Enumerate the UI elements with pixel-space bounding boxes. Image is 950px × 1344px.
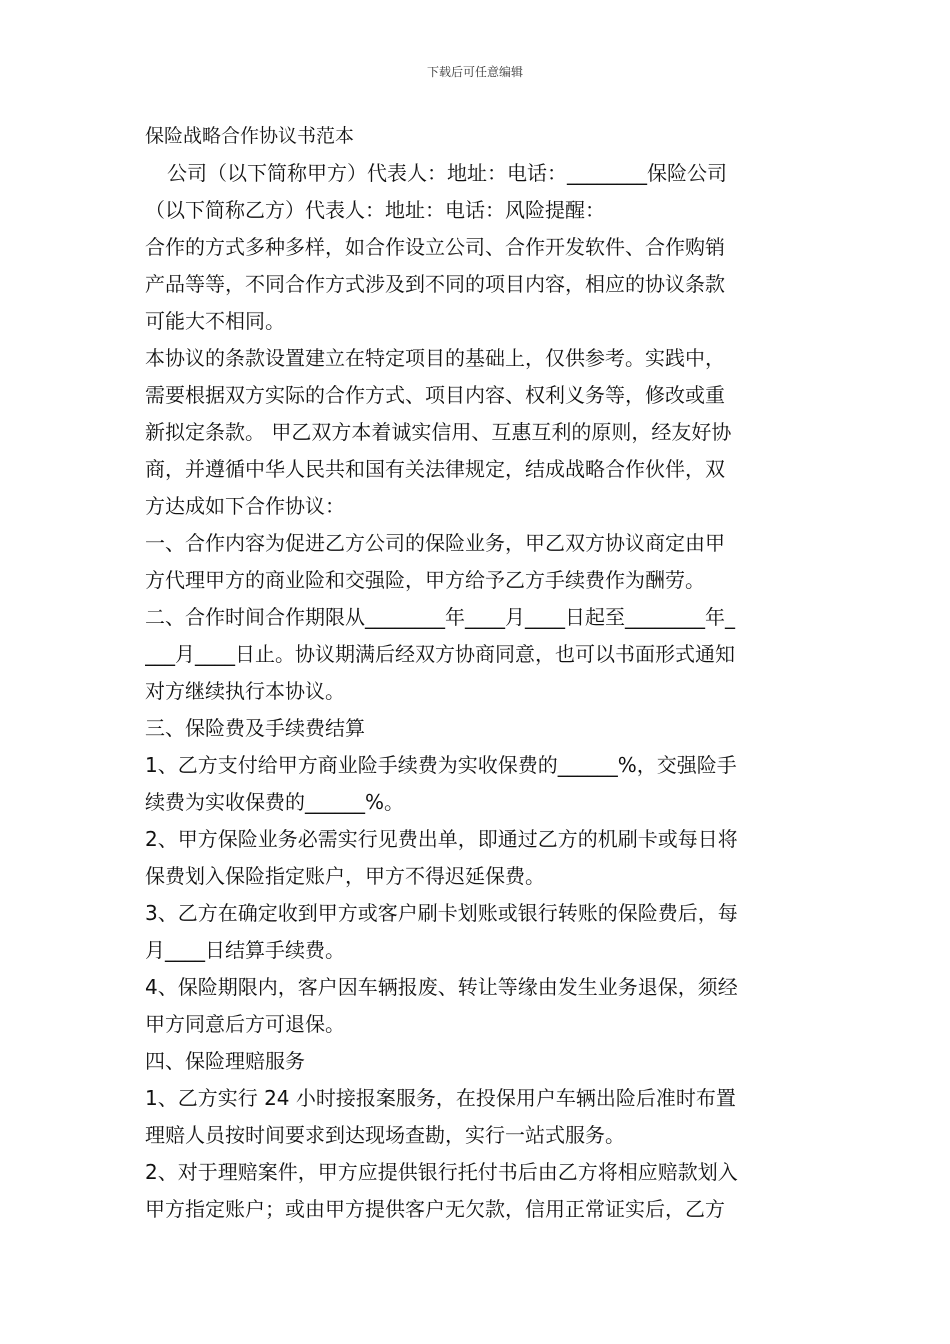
paragraph-line: 1、乙方实行 24 小时接报案服务，在投保用户车辆出险后准时布置 <box>145 1086 736 1110</box>
paragraph-line: 合作的方式多种多样，如合作设立公司、合作开发软件、合作购销 <box>145 235 725 259</box>
paragraph-line: （以下简称乙方）代表人：地址：电话：风险提醒： <box>145 198 605 222</box>
paragraph-line: 月____日结算手续费。 <box>145 938 345 962</box>
section-heading: 四、保险理赔服务 <box>145 1049 305 1073</box>
paragraph-line: ___月____日止。协议期满后经双方协商同意，也可以书面形式通知 <box>145 642 735 666</box>
paragraph-line: 3、乙方在确定收到甲方或客户刷卡划账或银行转账的保险费后，每 <box>145 901 738 925</box>
paragraph-line: 2、甲方保险业务必需实行见费出单，即通过乙方的机刷卡或每日将 <box>145 827 738 851</box>
paragraph-line: 商，并遵循中华人民共和国有关法律规定，结成战略合作伙伴，双 <box>145 457 725 481</box>
paragraph-line: 二、合作时间合作期限从________年____月____日起至________年_ <box>145 605 735 629</box>
paragraph-line: 本协议的条款设置建立在特定项目的基础上，仅供参考。实践中， <box>145 346 725 370</box>
paragraph-line: 方代理甲方的商业险和交强险，甲方给予乙方手续费作为酬劳。 <box>145 568 705 592</box>
paragraph-line: 1、乙方支付给甲方商业险手续费为实收保费的______%，交强险手 <box>145 753 737 777</box>
paragraph-line: 4、保险期限内，客户因车辆报废、转让等缘由发生业务退保，须经 <box>145 975 738 999</box>
paragraph-line: 甲方同意后方可退保。 <box>145 1012 345 1036</box>
paragraph-line: 2、对于理赔案件，甲方应提供银行托付书后由乙方将相应赔款划入 <box>145 1160 738 1184</box>
paragraph-line: 可能大不相同。 <box>145 309 285 333</box>
paragraph-line: 对方继续执行本协议。 <box>145 679 345 703</box>
paragraph-line: 新拟定条款。 甲乙双方本着诚实信用、互惠互利的原则，经友好协 <box>145 420 732 444</box>
paragraph-line: 甲方指定账户；或由甲方提供客户无欠款，信用正常证实后，乙方 <box>145 1197 725 1221</box>
paragraph-line: 续费为实收保费的______%。 <box>145 790 405 814</box>
paragraph-line: 产品等等，不同合作方式涉及到不同的项目内容，相应的协议条款 <box>145 272 725 296</box>
paragraph-line: 公司（以下简称甲方）代表人：地址：电话：________保险公司 <box>167 161 727 185</box>
paragraph-line: 一、合作内容为促进乙方公司的保险业务，甲乙双方协议商定由甲 <box>145 531 725 555</box>
page-header: 下载后可任意编辑 <box>426 65 523 79</box>
document-body <box>145 118 809 1228</box>
paragraph-line: 方达成如下合作协议： <box>145 494 345 518</box>
document-title: 保险战略合作协议书范本 <box>145 125 355 147</box>
section-heading: 三、保险费及手续费结算 <box>145 716 365 740</box>
paragraph-line: 需要根据双方实际的合作方式、项目内容、权利义务等，修改或重 <box>145 383 725 407</box>
paragraph-line: 理赔人员按时间要求到达现场查勘，实行一站式服务。 <box>145 1123 625 1147</box>
paragraph-line: 保费划入保险指定账户，甲方不得迟延保费。 <box>145 864 545 888</box>
